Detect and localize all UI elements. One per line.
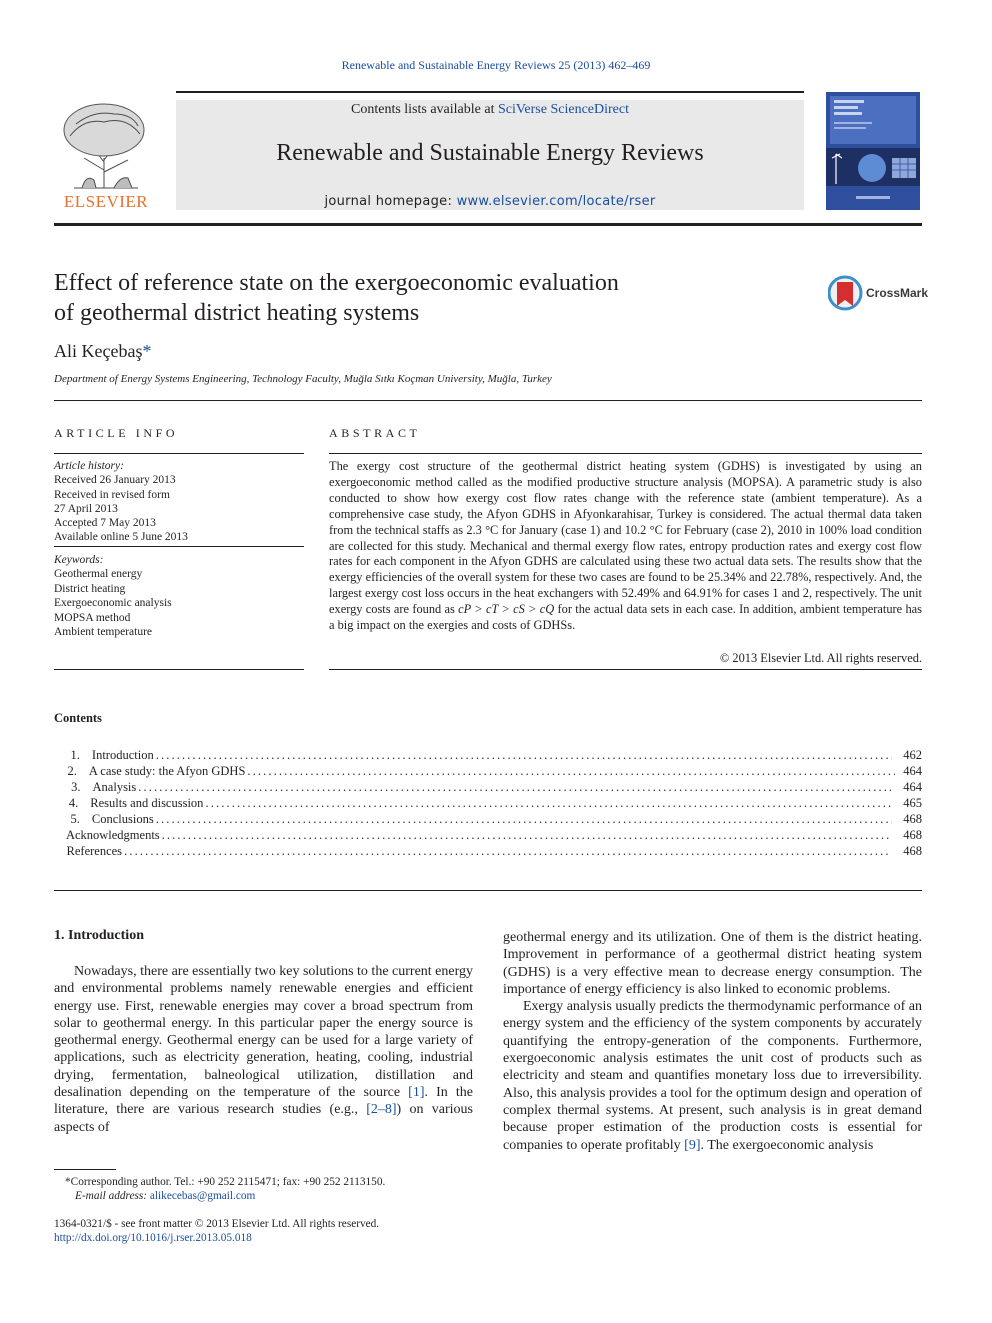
abstract-text-b: for the actual data sets in each case. In addition, ambient temperature has a big impact on the exergies and costs of GDHSs.: [329, 602, 922, 633]
toc-number: 1.: [70, 748, 80, 762]
toc-item-results[interactable]: [54, 795, 922, 811]
intro-paragraph-1-cont: geothermal energy and its utilization. One of them is the district heating. Improvement in performance of a geothermal district heating system (GDHS) is a very effective mean to decrease energy consumption. The importance of energy efficiency is also linked to economic problems.: [503, 930, 922, 997]
toc-number: 2.: [67, 764, 77, 778]
history-item: 27 April 2013: [54, 502, 118, 515]
toc-item-references[interactable]: [54, 843, 922, 859]
toc-page: 465: [903, 796, 922, 810]
section-heading-introduction: 1. Introduction: [54, 928, 144, 943]
footnote: [54, 1175, 473, 1203]
toc-title: A case study: the Afyon GDHS: [88, 764, 246, 778]
sciencedirect-link[interactable]: SciVerse ScienceDirect: [497, 102, 629, 117]
intro-p1-text-c: ) on various aspects of: [54, 1102, 473, 1135]
journal-homepage: [176, 194, 804, 209]
toc-item-acknowledgments[interactable]: [54, 827, 922, 843]
corresponding-author-mark[interactable]: *: [142, 341, 152, 361]
toc-title: References: [66, 844, 123, 858]
toc-item-introduction[interactable]: [54, 747, 922, 763]
journal-citation[interactable]: Renewable and Sustainable Energy Reviews 25 (2013) 462–469: [341, 58, 651, 72]
intro-paragraph-1: [54, 963, 473, 1136]
reference-link-9[interactable]: [9]: [684, 1137, 701, 1153]
abstract-formula: cP > cT > cS > cQ: [458, 602, 555, 617]
abstract-rule-bottom: [329, 669, 922, 670]
toc-page: 468: [903, 812, 922, 826]
toc-number: 3.: [71, 780, 81, 794]
keywords-rule: [54, 669, 304, 670]
intro-p1-text-b: . In the literature, there are various research studies (e.g.,: [54, 1085, 473, 1118]
toc-leader: [138, 779, 891, 795]
keyword-item: Geothermal energy: [54, 568, 143, 581]
affiliation: Department of Energy Systems Engineering, Technology Faculty, Muğla Sıtkı Koçman University, Muğla, Turkey: [54, 373, 552, 385]
journal-title: Renewable and Sustainable Energy Reviews: [276, 140, 704, 166]
abstract-rule: [329, 453, 922, 454]
keyword-item: Exergoeconomic analysis: [54, 597, 172, 610]
toc-title: Acknowledgments: [65, 828, 160, 842]
affiliation-rule: [54, 400, 922, 401]
history-item: Received in revised form: [54, 488, 170, 501]
reference-link-2-8[interactable]: [2–8]: [366, 1102, 397, 1118]
issn-line: 1364-0321/$ - see front matter © 2013 Elsevier Ltd. All rights reserved.: [54, 1218, 380, 1230]
header-rule-top: [176, 91, 804, 93]
corresponding-author-text: Corresponding author. Tel.: +90 252 2115471; fax: +90 252 2113150.: [70, 1176, 386, 1188]
toc-title: Analysis: [92, 780, 137, 794]
toc-item-conclusions[interactable]: [54, 811, 922, 827]
toc-leader: [205, 795, 893, 811]
abstract-heading: ABSTRACT: [329, 426, 421, 440]
keywords: [54, 553, 304, 639]
elsevier-wordmark: ELSEVIER: [63, 192, 149, 211]
toc-number: 4.: [68, 796, 79, 810]
footnote-rule: [54, 1169, 116, 1170]
intro-p2-text-a: Exergy analysis usually predicts the thermodynamic performance of an energy system and the efficiency of the system components by accurately quantifying the entropy-generation of the components. Furthermore, exergoeconomic analysis estimates the unit cost of products such as electricity and steam and quantifies monetary loss due to irreversibility. Also, this analysis provides a tool for the optimum design and operation of complex thermal systems. At present, such analysis is in great demand because proper estimation of the production costs is essential for companies to operate profitably: [503, 999, 922, 1153]
toc-leader: [156, 747, 892, 763]
crossmark-label[interactable]: CrossMark: [866, 286, 929, 300]
article-info-rule: [54, 453, 304, 454]
email-label: E-mail address:: [75, 1190, 150, 1202]
intro-p1-text-a: Nowadays, there are essentially two key solutions to the current energy and environmental problems namely renewable energies and efficient energy use. First, renewable energies may cover a broad spectrum from solar to geothermal energy. In this particular paper the energy source is geothermal energy. Geothermal energy can be used for a large variety of applications, such as electricity generation, heating, cooling, industrial drying, fermentation, balneological utilization, distillation and desalination depending on the temperature of the source: [54, 964, 474, 1101]
toc-page: 462: [903, 748, 922, 762]
footnote-mark: *: [65, 1176, 71, 1188]
contents-availability: [176, 102, 804, 118]
abstract-text: [329, 459, 922, 634]
journal-cover-thumbnail[interactable]: [826, 92, 920, 210]
toc-title: Conclusions: [91, 812, 154, 826]
toc-item-analysis[interactable]: [54, 779, 922, 795]
body-column-left: [54, 963, 473, 1136]
toc-leader: [124, 843, 891, 859]
toc-leader: [247, 763, 895, 779]
history-rule: [54, 546, 304, 547]
keyword-item: MOPSA method: [54, 611, 131, 624]
email-note: [54, 1189, 473, 1203]
toc-number: 5.: [70, 812, 80, 826]
article-history: [54, 459, 304, 545]
abstract-text-a: The exergy cost structure of the geothermal district heating system (GDHS) is investigated by using an exergoeconomic method called as the modified productive structure analysis (MOPSA). A parametric study is also conducted to show how exergy cost flow rates change with the reference state (ambient temperature). As a comprehensive case study, the Afyon GDHS in Afyonkarahisar, Turkey is considered. The actual thermal data taken from the technical staffs as 2.3 °C for January (case 1) and 10.2 °C for February (case 2), 2010 in 100% load condition are collected for this study. Mechanical and thermal exergy flow rates, entropy production rates and exergy cost flow rates for each component in the Afyon GDHS are calculated using these two actual data sets. The results show that the exergy efficiencies of the overall system for these two cases are found to be 25.34% and 22.78%, respectively. And, the largest exergy cost loss occurs in the heat exchangers with 52.49% and 64.91% for cases 1 and 2, respectively. The unit exergy costs are found as: [329, 459, 922, 617]
toc-leader: [156, 811, 892, 827]
toc-leader: [162, 827, 893, 843]
intro-p2-text-b: . The exergoeconomic analysis: [700, 1137, 874, 1153]
intro-paragraph-2: [503, 998, 922, 1154]
toc-item-case-study[interactable]: [54, 763, 922, 779]
article-title: [54, 268, 754, 328]
author: [54, 341, 151, 362]
table-of-contents: [54, 747, 922, 859]
reference-link-1[interactable]: [1]: [408, 1085, 425, 1101]
article-title-line-2: of geothermal district heating systems: [54, 300, 420, 326]
toc-page: 468: [903, 844, 922, 858]
toc-page: 468: [903, 828, 922, 842]
header-rule-bottom: [54, 223, 922, 226]
contents-prefix: Contents lists available at: [351, 102, 498, 117]
history-item: Accepted 7 May 2013: [54, 517, 156, 530]
contents-rule: [54, 890, 922, 891]
doi-link[interactable]: http://dx.doi.org/10.1016/j.rser.2013.05.018: [54, 1232, 252, 1244]
toc-title: Introduction: [91, 748, 154, 762]
history-label: Article history:: [54, 460, 124, 472]
homepage-prefix: journal homepage:: [324, 194, 457, 209]
homepage-link[interactable]: www.elsevier.com/locate/rser: [456, 194, 656, 209]
author-name: Ali Keçebaş: [54, 341, 143, 361]
toc-page: 464: [903, 780, 922, 794]
history-item: Received 26 January 2013: [54, 474, 176, 487]
abstract-copyright: © 2013 Elsevier Ltd. All rights reserved.: [719, 651, 922, 665]
toc-page: 464: [903, 764, 923, 778]
body-column-right: [503, 929, 922, 1154]
email-link[interactable]: alikecebas@gmail.com: [149, 1190, 256, 1202]
keyword-item: Ambient temperature: [54, 626, 153, 639]
front-matter: [54, 1217, 654, 1245]
history-item: Available online 5 June 2013: [54, 531, 188, 544]
toc-title: Results and discussion: [90, 796, 204, 810]
keyword-item: District heating: [54, 582, 126, 595]
keywords-label: Keywords:: [54, 554, 104, 566]
article-info-heading: ARTICLE INFO: [54, 426, 179, 440]
contents-heading: Contents: [54, 711, 102, 725]
corresponding-author-note: [54, 1175, 473, 1189]
article-title-line-1: Effect of reference state on the exergoeconomic evaluation: [54, 270, 619, 296]
